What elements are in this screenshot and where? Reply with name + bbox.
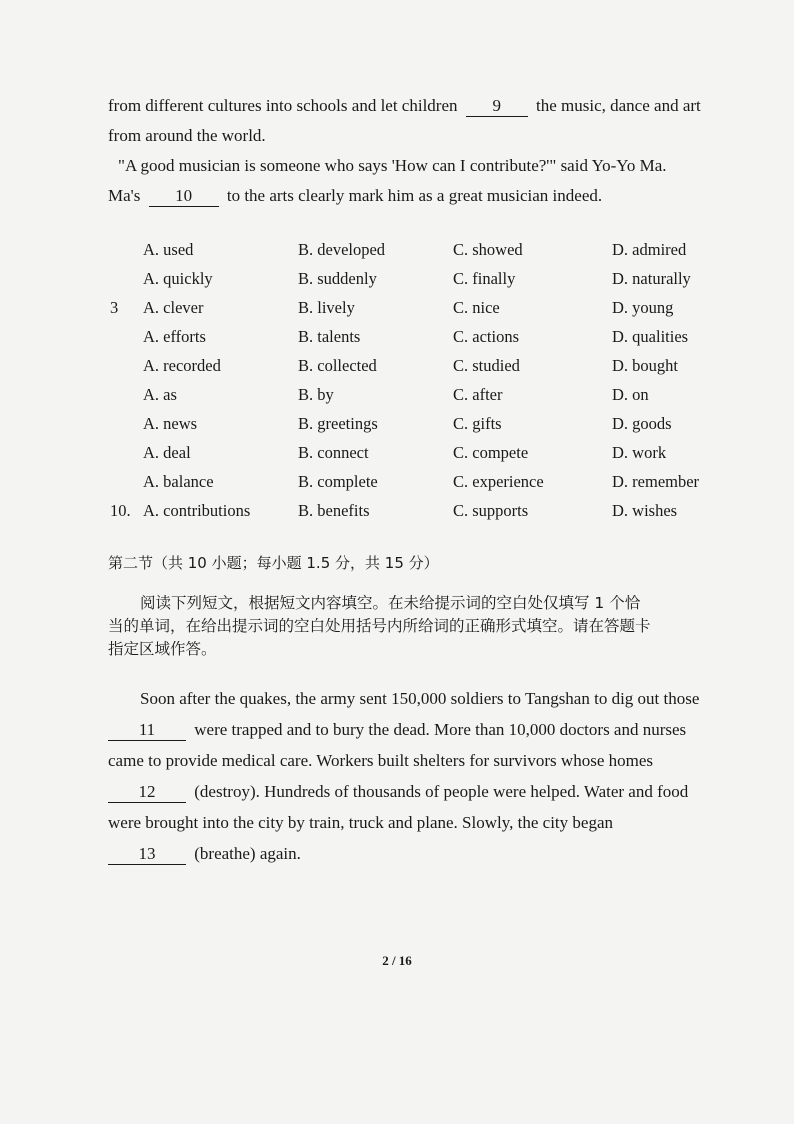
option-row <box>0 356 794 380</box>
option-a[interactable]: A. used <box>143 240 194 259</box>
passage1-line4: Ma's 10 to the arts clearly mark him as a great musician indeed. <box>108 186 603 205</box>
option-c[interactable]: C. actions <box>453 327 519 346</box>
section2-instruction-line1: 阅读下列短文，根据短文内容填空。在未给提示词的空白处仅填写 1 个恰 <box>140 594 641 612</box>
option-b[interactable]: B. greetings <box>298 414 378 433</box>
option-b[interactable]: B. complete <box>298 472 378 491</box>
option-d[interactable]: D. bought <box>612 356 678 375</box>
option-b[interactable]: B. lively <box>298 298 355 317</box>
option-c[interactable]: C. after <box>453 385 503 404</box>
passage2-line2: 11 were trapped and to bury the dead. More than 10,000 doctors and nurses <box>108 720 686 741</box>
passage2-line6: 13 (breathe) again. <box>108 844 301 865</box>
option-a[interactable]: A. efforts <box>143 327 206 346</box>
blank-9[interactable]: 9 <box>466 97 528 117</box>
option-d[interactable]: D. naturally <box>612 269 691 288</box>
option-c[interactable]: C. compete <box>453 443 529 462</box>
option-c[interactable]: C. supports <box>453 501 529 520</box>
option-d[interactable]: D. young <box>612 298 674 317</box>
option-b[interactable]: B. developed <box>298 240 386 259</box>
option-d[interactable]: D. work <box>612 443 667 462</box>
option-b[interactable]: B. benefits <box>298 501 370 520</box>
option-row <box>0 240 794 264</box>
passage2-line1: Soon after the quakes, the army sent 150,000 soldiers to Tangshan to dig out those <box>140 689 700 708</box>
option-b[interactable]: B. suddenly <box>298 269 377 288</box>
passage1-line1: from different cultures into schools and let children 9 the music, dance and art <box>108 96 701 115</box>
option-a[interactable]: A. deal <box>143 443 191 462</box>
option-d[interactable]: D. wishes <box>612 501 678 520</box>
option-c[interactable]: C. showed <box>453 240 523 259</box>
option-c[interactable]: C. nice <box>453 298 500 317</box>
option-row <box>0 327 794 351</box>
blank-13[interactable]: 13 <box>108 845 186 865</box>
passage1-line2: from around the world. <box>108 126 266 145</box>
option-b[interactable]: B. talents <box>298 327 361 346</box>
option-row <box>0 472 794 496</box>
blank-12[interactable]: 12 <box>108 783 186 803</box>
blank-10[interactable]: 10 <box>149 187 219 207</box>
blank-11[interactable]: 11 <box>108 721 186 741</box>
option-row: 10. A. contributions B. benefits C. supports D. wishes <box>110 501 678 520</box>
option-row <box>0 269 794 293</box>
option-row <box>0 385 794 409</box>
section2-instruction-line3: 指定区域作答。 <box>108 640 217 658</box>
option-row: 3 A. clever B. lively C. nice D. young <box>110 298 674 317</box>
option-c[interactable]: C. gifts <box>453 414 502 433</box>
option-row <box>0 414 794 438</box>
option-d[interactable]: D. qualities <box>612 327 689 346</box>
option-c[interactable]: C. experience <box>453 472 544 491</box>
option-d[interactable]: D. goods <box>612 414 672 433</box>
option-d[interactable]: D. remember <box>612 472 700 491</box>
option-row <box>0 443 794 467</box>
section2-instruction-line2: 当的单词，在给出提示词的空白处用括号内所给词的正确形式填空。请在答题卡 <box>108 617 651 635</box>
option-d[interactable]: D. admired <box>612 240 687 259</box>
option-b[interactable]: B. by <box>298 385 334 404</box>
option-c[interactable]: C. finally <box>453 269 516 288</box>
option-a[interactable]: A. quickly <box>143 269 213 288</box>
page-number: 2 / 16 <box>382 953 412 968</box>
option-a[interactable]: A. balance <box>143 472 214 491</box>
option-c[interactable]: C. studied <box>453 356 520 375</box>
passage2-line4: 12 (destroy). Hundreds of thousands of people were helped. Water and food <box>108 782 688 803</box>
option-b[interactable]: B. collected <box>298 356 377 375</box>
passage1-line3: "A good musician is someone who says 'How can I contribute?'" said Yo-Yo Ma. <box>118 156 667 175</box>
option-a[interactable]: A. clever <box>143 298 204 317</box>
option-a[interactable]: A. news <box>143 414 198 433</box>
option-a[interactable]: A. as <box>143 385 177 404</box>
passage2-line3: came to provide medical care. Workers built shelters for survivors whose homes <box>108 751 653 770</box>
section2-heading: 第二节（共 10 小题；每小题 1.5 分，共 15 分） <box>108 554 439 572</box>
option-b[interactable]: B. connect <box>298 443 369 462</box>
option-d[interactable]: D. on <box>612 385 649 404</box>
passage2-line5: were brought into the city by train, truck and plane. Slowly, the city began <box>108 813 613 832</box>
option-a[interactable]: A. contributions <box>143 501 251 520</box>
option-a[interactable]: A. recorded <box>143 356 221 375</box>
